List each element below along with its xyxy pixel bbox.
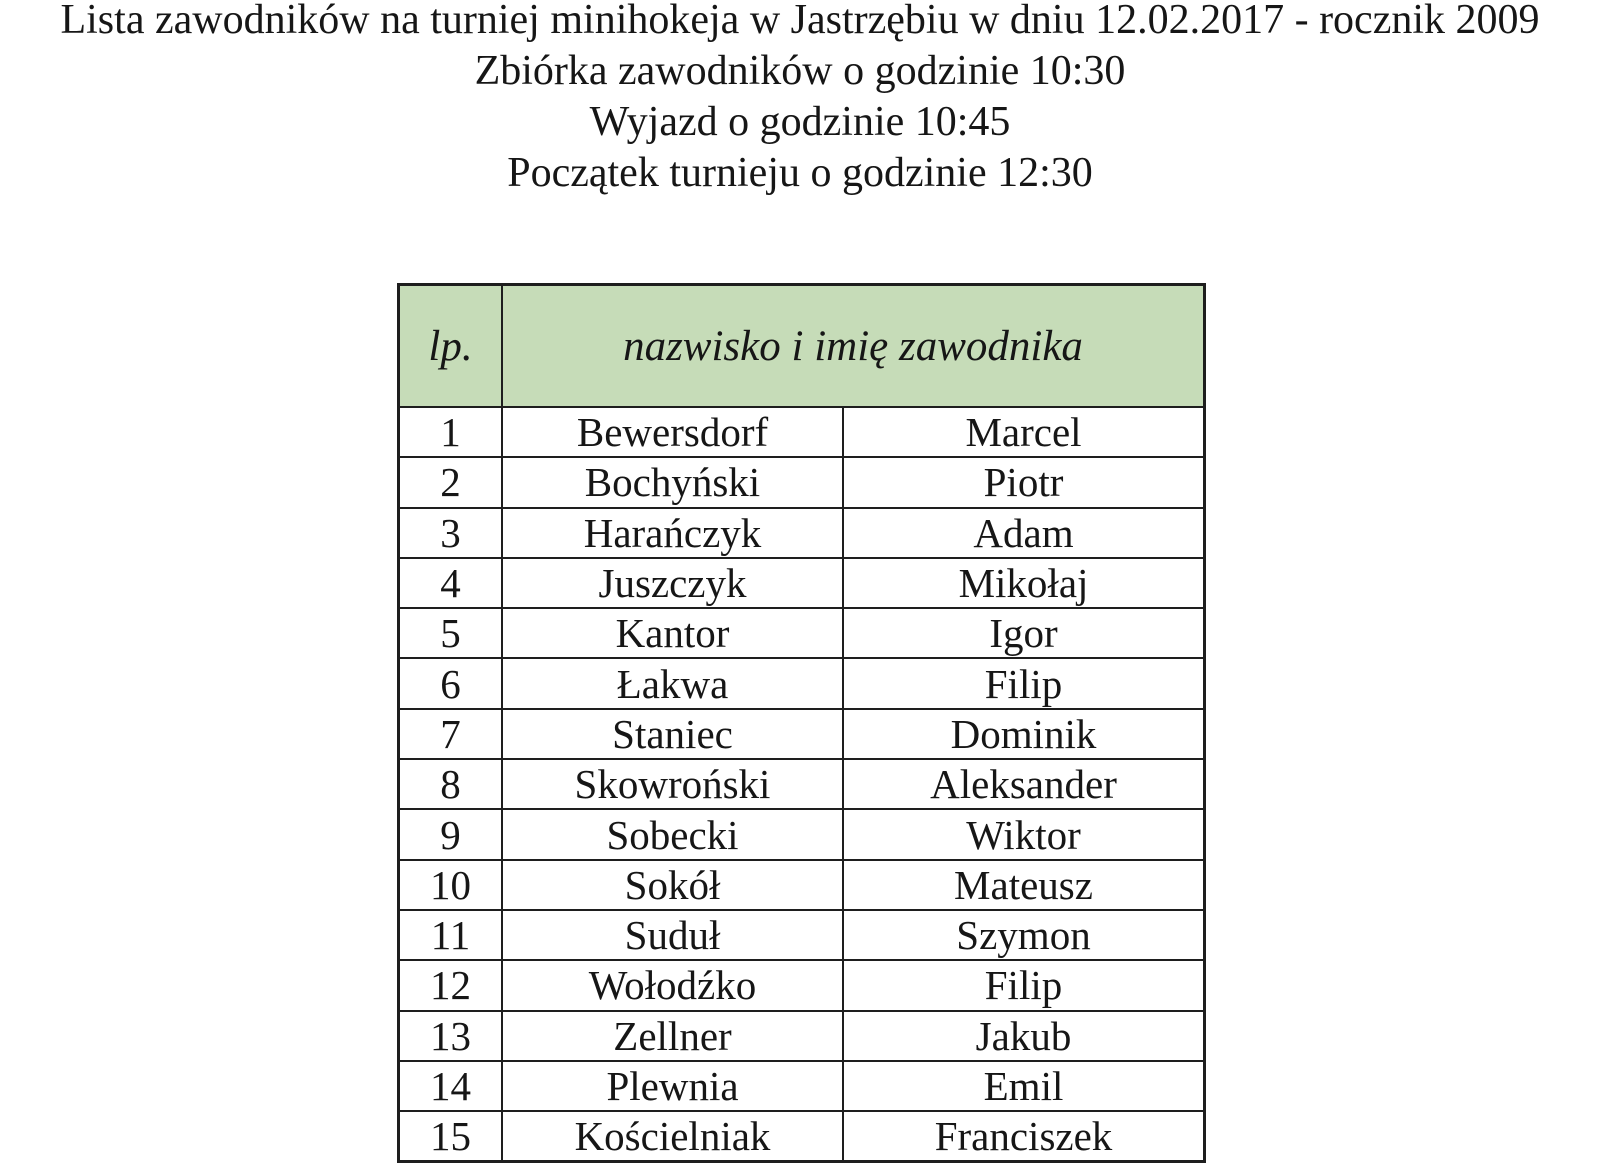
player-surname: Bewersdorf: [503, 408, 842, 456]
player-firstname: Piotr: [844, 458, 1203, 506]
row-number: 8: [400, 760, 501, 808]
page-title: Lista zawodników na turniej minihokeja w Jastrzębiu w dniu 12.02.2017 - rocznik 2009: [60, 0, 1540, 43]
row-number: 12: [400, 961, 501, 1009]
row-number: 14: [400, 1062, 501, 1110]
row-number: 11: [400, 911, 501, 959]
player-firstname: Filip: [844, 659, 1203, 707]
roster-table: [397, 283, 1206, 1163]
title-block: [0, 0, 1600, 199]
player-surname: Kantor: [503, 609, 842, 657]
player-surname: Juszczyk: [503, 559, 842, 607]
player-firstname: Wiktor: [844, 810, 1203, 858]
info-line-poczatek: Początek turnieju o godzinie 12:30: [507, 150, 1093, 196]
player-surname: Plewnia: [503, 1062, 842, 1110]
player-surname: Zellner: [503, 1012, 842, 1060]
player-surname: Skowroński: [503, 760, 842, 808]
row-number: 2: [400, 458, 501, 506]
player-surname: Harańczyk: [503, 509, 842, 557]
column-header-player: nazwisko i imię zawodnika: [503, 286, 1203, 406]
row-number: 9: [400, 810, 501, 858]
row-number: 4: [400, 559, 501, 607]
row-number: 15: [400, 1112, 501, 1160]
player-firstname: Emil: [844, 1062, 1203, 1110]
player-firstname: Adam: [844, 509, 1203, 557]
row-number: 1: [400, 408, 501, 456]
player-surname: Bochyński: [503, 458, 842, 506]
row-number: 13: [400, 1012, 501, 1060]
player-firstname: Jakub: [844, 1012, 1203, 1060]
player-firstname: Filip: [844, 961, 1203, 1009]
player-firstname: Franciszek: [844, 1112, 1203, 1160]
player-surname: Sobecki: [503, 810, 842, 858]
info-line-wyjazd: Wyjazd o godzinie 10:45: [589, 99, 1011, 145]
row-number: 5: [400, 609, 501, 657]
player-surname: Suduł: [503, 911, 842, 959]
player-firstname: Aleksander: [844, 760, 1203, 808]
row-number: 7: [400, 710, 501, 758]
player-firstname: Mikołaj: [844, 559, 1203, 607]
column-header-no: lp.: [400, 286, 501, 406]
player-firstname: Mateusz: [844, 861, 1203, 909]
player-surname: Kościelniak: [503, 1112, 842, 1160]
player-surname: Staniec: [503, 710, 842, 758]
row-number: 3: [400, 509, 501, 557]
player-firstname: Szymon: [844, 911, 1203, 959]
info-line-zbiorka: Zbiórka zawodników o godzinie 10:30: [474, 48, 1126, 94]
row-number: 10: [400, 861, 501, 909]
player-firstname: Marcel: [844, 408, 1203, 456]
player-firstname: Igor: [844, 609, 1203, 657]
row-number: 6: [400, 659, 501, 707]
player-surname: Łakwa: [503, 659, 842, 707]
player-surname: Wołodźko: [503, 961, 842, 1009]
player-surname: Sokół: [503, 861, 842, 909]
player-firstname: Dominik: [844, 710, 1203, 758]
